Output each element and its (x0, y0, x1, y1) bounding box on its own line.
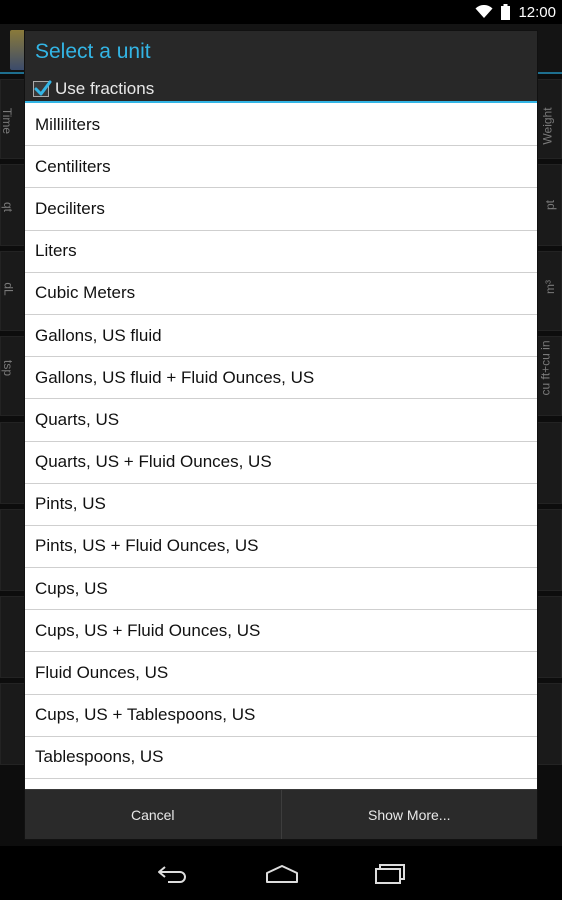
unit-list-item[interactable]: Gallons, US fluid (25, 315, 537, 357)
background-label-left: tsp (1, 359, 16, 377)
use-fractions-checkbox[interactable] (33, 81, 49, 97)
background-cell (537, 683, 562, 765)
background-cell (0, 596, 25, 678)
select-unit-dialog (25, 31, 537, 839)
background-cell (537, 509, 562, 591)
back-icon[interactable] (156, 864, 190, 884)
dialog-title: Select a unit (35, 40, 151, 63)
unit-list-item[interactable]: Pints, US (25, 484, 537, 526)
background-label-left: Time (0, 107, 15, 135)
unit-list-item[interactable]: Centiliters (25, 146, 537, 188)
navigation-bar (0, 848, 562, 900)
unit-list-item[interactable]: Fluid Ounces, US (25, 652, 537, 694)
dialog-button-bar (25, 789, 537, 839)
unit-list-item[interactable]: Cups, US + Fluid Ounces, US (25, 610, 537, 652)
background-cell (537, 596, 562, 678)
background-cell (0, 683, 25, 765)
unit-list-item[interactable]: Cups, US + Tablespoons, US (25, 695, 537, 737)
unit-list-item[interactable]: Deciliters (25, 188, 537, 230)
wifi-icon (475, 5, 493, 19)
background-label-right: m³ (543, 280, 557, 294)
unit-list-item[interactable]: Liters (25, 231, 537, 273)
background-cell (0, 509, 25, 591)
background-cell (537, 422, 562, 504)
unit-list-item[interactable]: Tablespoons, US (25, 737, 537, 779)
recent-apps-icon[interactable] (374, 863, 406, 885)
show-more-button[interactable]: Show More... (281, 790, 538, 839)
background-label-left: dL (1, 282, 16, 296)
use-fractions-label: Use fractions (55, 79, 155, 98)
status-bar (0, 0, 562, 24)
unit-list-item[interactable]: Quarts, US + Fluid Ounces, US (25, 442, 537, 484)
background-cell (0, 422, 25, 504)
unit-list[interactable] (25, 104, 537, 789)
battery-icon (501, 4, 510, 20)
unit-list-item[interactable] (25, 779, 537, 789)
unit-list-item[interactable]: Milliliters (25, 104, 537, 146)
checkmark-icon (33, 79, 53, 99)
background-label-right: pt (543, 199, 558, 211)
dialog-header (25, 31, 537, 103)
unit-list-item[interactable]: Gallons, US fluid + Fluid Ounces, US (25, 357, 537, 399)
background-label-right: cu ft+cu in (538, 340, 553, 396)
cancel-button[interactable]: Cancel (130, 806, 175, 823)
use-fractions-row[interactable] (33, 77, 154, 101)
background-label-right: Weight (540, 107, 555, 145)
unit-list-item[interactable]: Cups, US (25, 568, 537, 610)
background-label-left: qt (1, 201, 16, 213)
unit-list-item[interactable]: Pints, US + Fluid Ounces, US (25, 526, 537, 568)
unit-list-item[interactable]: Quarts, US (25, 399, 537, 441)
home-icon[interactable] (264, 864, 300, 884)
status-clock: 12:00 (518, 3, 556, 21)
unit-list-item[interactable]: Cubic Meters (25, 273, 537, 315)
